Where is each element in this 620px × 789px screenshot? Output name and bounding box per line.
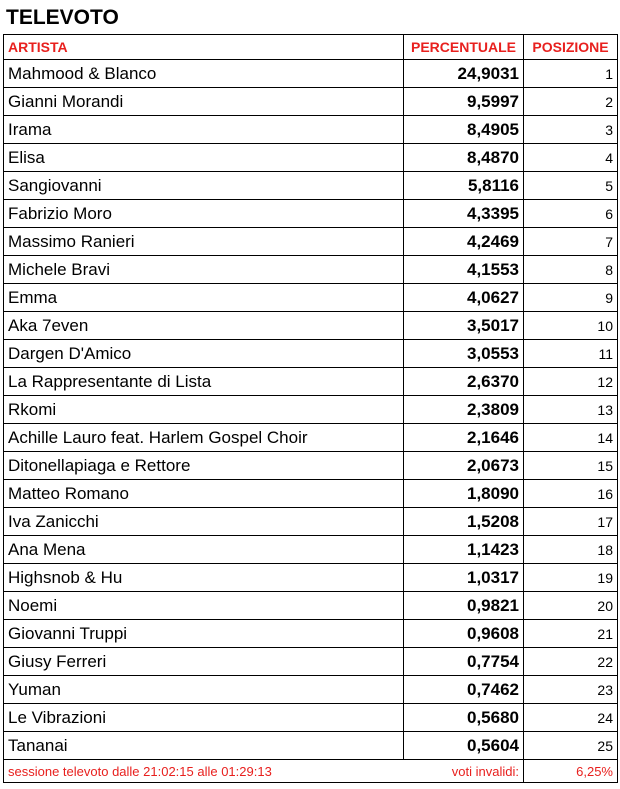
position-cell: 18	[524, 536, 618, 564]
table-row	[4, 424, 618, 452]
percent-cell: 4,1553	[404, 256, 524, 284]
table-row	[4, 676, 618, 704]
table-row	[4, 592, 618, 620]
percent-cell: 4,3395	[404, 200, 524, 228]
percent-cell: 8,4870	[404, 144, 524, 172]
artist-cell: Achille Lauro feat. Harlem Gospel Choir	[4, 424, 404, 452]
percent-cell: 8,4905	[404, 116, 524, 144]
position-cell: 21	[524, 620, 618, 648]
percent-cell: 0,5680	[404, 704, 524, 732]
percent-cell: 1,5208	[404, 508, 524, 536]
table-row	[4, 144, 618, 172]
percent-cell: 0,7462	[404, 676, 524, 704]
position-cell: 10	[524, 312, 618, 340]
percent-cell: 1,1423	[404, 536, 524, 564]
table-row	[4, 704, 618, 732]
percent-cell: 3,0553	[404, 340, 524, 368]
table-row	[4, 732, 618, 760]
table-row	[4, 200, 618, 228]
table-row	[4, 284, 618, 312]
artist-cell: La Rappresentante di Lista	[4, 368, 404, 396]
table-row	[4, 480, 618, 508]
percent-cell: 1,0317	[404, 564, 524, 592]
table-row	[4, 396, 618, 424]
position-cell: 4	[524, 144, 618, 172]
page-title: TELEVOTO	[6, 6, 119, 29]
position-cell: 22	[524, 648, 618, 676]
table-row	[4, 172, 618, 200]
invalid-votes-value: 6,25%	[524, 760, 618, 783]
artist-cell: Giusy Ferreri	[4, 648, 404, 676]
artist-cell: Giovanni Truppi	[4, 620, 404, 648]
artist-cell: Massimo Ranieri	[4, 228, 404, 256]
results-table	[3, 34, 618, 783]
table-row	[4, 648, 618, 676]
percent-cell: 2,1646	[404, 424, 524, 452]
position-cell: 19	[524, 564, 618, 592]
position-cell: 20	[524, 592, 618, 620]
artist-cell: Noemi	[4, 592, 404, 620]
position-cell: 12	[524, 368, 618, 396]
percent-cell: 2,6370	[404, 368, 524, 396]
percent-cell: 9,5997	[404, 88, 524, 116]
artist-cell: Rkomi	[4, 396, 404, 424]
table-row	[4, 536, 618, 564]
artist-cell: Highsnob & Hu	[4, 564, 404, 592]
artist-cell: Le Vibrazioni	[4, 704, 404, 732]
position-cell: 3	[524, 116, 618, 144]
position-cell: 6	[524, 200, 618, 228]
header-artist: ARTISTA	[4, 35, 404, 60]
table-row	[4, 228, 618, 256]
position-cell: 25	[524, 732, 618, 760]
percent-cell: 0,9608	[404, 620, 524, 648]
header-percent: PERCENTUALE	[404, 35, 524, 60]
percent-cell: 2,0673	[404, 452, 524, 480]
position-cell: 13	[524, 396, 618, 424]
invalid-votes-label: voti invalidi:	[404, 760, 524, 783]
table-row	[4, 368, 618, 396]
percent-cell: 0,9821	[404, 592, 524, 620]
table-row	[4, 564, 618, 592]
table-row	[4, 452, 618, 480]
artist-cell: Ditonellapiaga e Rettore	[4, 452, 404, 480]
footer-row	[4, 760, 618, 783]
percent-cell: 0,7754	[404, 648, 524, 676]
percent-cell: 5,8116	[404, 172, 524, 200]
header-position: POSIZIONE	[524, 35, 618, 60]
table-row	[4, 312, 618, 340]
position-cell: 23	[524, 676, 618, 704]
position-cell: 5	[524, 172, 618, 200]
artist-cell: Mahmood & Blanco	[4, 60, 404, 88]
position-cell: 8	[524, 256, 618, 284]
artist-cell: Emma	[4, 284, 404, 312]
artist-cell: Tananai	[4, 732, 404, 760]
artist-cell: Iva Zanicchi	[4, 508, 404, 536]
artist-cell: Dargen D'Amico	[4, 340, 404, 368]
percent-cell: 2,3809	[404, 396, 524, 424]
percent-cell: 4,2469	[404, 228, 524, 256]
table-row	[4, 256, 618, 284]
percent-cell: 24,9031	[404, 60, 524, 88]
position-cell: 7	[524, 228, 618, 256]
position-cell: 16	[524, 480, 618, 508]
table-row	[4, 116, 618, 144]
artist-cell: Matteo Romano	[4, 480, 404, 508]
table-row	[4, 60, 618, 88]
position-cell: 24	[524, 704, 618, 732]
artist-cell: Ana Mena	[4, 536, 404, 564]
position-cell: 1	[524, 60, 618, 88]
artist-cell: Gianni Morandi	[4, 88, 404, 116]
artist-cell: Sangiovanni	[4, 172, 404, 200]
table-body	[4, 60, 618, 760]
session-info: sessione televoto dalle 21:02:15 alle 01:29:13	[4, 760, 404, 783]
percent-cell: 1,8090	[404, 480, 524, 508]
position-cell: 14	[524, 424, 618, 452]
artist-cell: Fabrizio Moro	[4, 200, 404, 228]
table-row	[4, 88, 618, 116]
table-row	[4, 620, 618, 648]
position-cell: 9	[524, 284, 618, 312]
header-row	[4, 35, 618, 60]
artist-cell: Yuman	[4, 676, 404, 704]
position-cell: 2	[524, 88, 618, 116]
artist-cell: Michele Bravi	[4, 256, 404, 284]
percent-cell: 0,5604	[404, 732, 524, 760]
artist-cell: Elisa	[4, 144, 404, 172]
position-cell: 15	[524, 452, 618, 480]
position-cell: 11	[524, 340, 618, 368]
percent-cell: 3,5017	[404, 312, 524, 340]
table-row	[4, 340, 618, 368]
artist-cell: Irama	[4, 116, 404, 144]
percent-cell: 4,0627	[404, 284, 524, 312]
artist-cell: Aka 7even	[4, 312, 404, 340]
table-row	[4, 508, 618, 536]
position-cell: 17	[524, 508, 618, 536]
